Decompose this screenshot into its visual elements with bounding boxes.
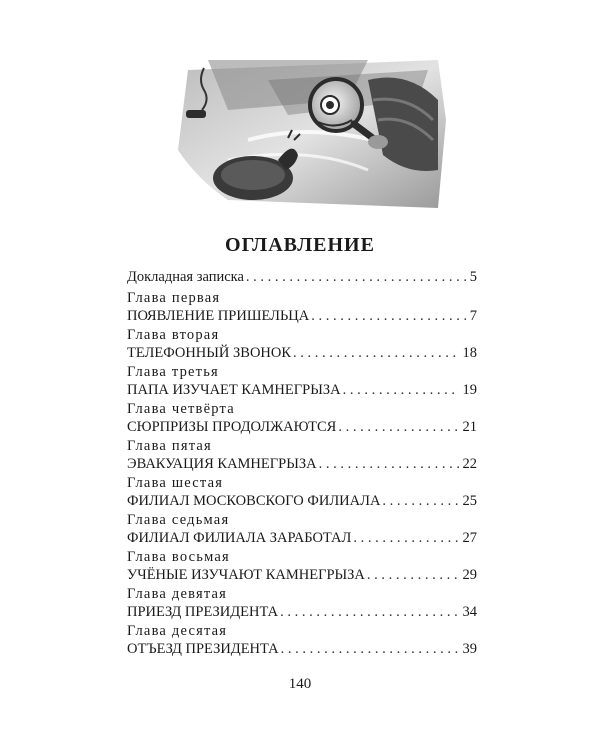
chapter-title: ОТЪЕЗД ПРЕЗИДЕНТА: [127, 641, 279, 657]
page-title: ОГЛАВЛЕНИЕ: [225, 234, 375, 256]
chapter-page: 27: [462, 530, 477, 546]
chapter-label: Глава седьмая: [127, 511, 230, 528]
dot-leader: [311, 307, 466, 326]
chapter-label: Глава пятая: [127, 437, 212, 454]
chapter-title: ФИЛИАЛ МОСКОВСКОГО ФИЛИАЛА: [127, 493, 381, 509]
dot-leader: [280, 603, 458, 622]
dot-leader: [338, 418, 458, 437]
toc-entry-intro[interactable]: [127, 268, 477, 287]
chapter-page: 19: [462, 382, 477, 398]
chapter-page: 34: [462, 604, 477, 620]
page-number: 140: [288, 676, 312, 692]
chapter-page: 22: [462, 456, 477, 472]
dot-leader: [293, 344, 458, 363]
dot-leader: [382, 492, 458, 511]
dot-leader: [246, 268, 466, 287]
illustration-boy-with-magnifier-icon: [168, 60, 446, 208]
toc-entry-page: 5: [469, 269, 477, 285]
toc-entry-chapter-2[interactable]: [127, 326, 477, 363]
chapter-page: 25: [462, 493, 477, 509]
toc-entry-chapter-6[interactable]: [127, 474, 477, 511]
dot-leader: [353, 529, 458, 548]
chapter-page: 7: [469, 308, 477, 324]
chapter-label: Глава девятая: [127, 585, 228, 602]
chapter-page: 21: [462, 419, 477, 435]
dot-leader: [319, 455, 459, 474]
dot-leader: [281, 640, 459, 659]
chapter-label: Глава шестая: [127, 474, 224, 491]
chapter-page: 29: [462, 567, 477, 583]
dot-leader: [367, 566, 459, 585]
chapter-label: Глава вторая: [127, 326, 220, 343]
chapter-label: Глава четвёрта: [127, 400, 235, 417]
dot-leader: [343, 381, 459, 400]
chapter-title: ПОЯВЛЕНИЕ ПРИШЕЛЬЦА: [127, 308, 310, 324]
toc-entry-chapter-5[interactable]: [127, 437, 477, 474]
chapter-label: Глава третья: [127, 363, 219, 380]
toc-entry-chapter-3[interactable]: [127, 363, 477, 400]
toc-entry-title: Докладная записка: [127, 269, 244, 285]
toc-entry-chapter-9[interactable]: [127, 585, 477, 622]
toc-entry-chapter-1[interactable]: [127, 289, 477, 326]
chapter-label: Глава восьмая: [127, 548, 230, 565]
toc-entry-chapter-7[interactable]: [127, 511, 477, 548]
toc-entry-chapter-10[interactable]: [127, 622, 477, 659]
chapter-title: ПРИЕЗД ПРЕЗИДЕНТА: [127, 604, 279, 620]
chapter-label: Глава первая: [127, 289, 221, 306]
chapter-label: Глава десятая: [127, 622, 228, 639]
chapter-page: 39: [462, 641, 477, 657]
table-of-contents: [127, 268, 477, 659]
chapter-title: ТЕЛЕФОННЫЙ ЗВОНОК: [127, 345, 292, 361]
toc-entry-chapter-4[interactable]: [127, 400, 477, 437]
chapter-title: ФИЛИАЛ ФИЛИАЛА ЗАРАБОТАЛ: [127, 530, 352, 546]
toc-entry-chapter-8[interactable]: [127, 548, 477, 585]
chapter-title: СЮРПРИЗЫ ПРОДОЛЖАЮТСЯ: [127, 419, 337, 435]
chapter-title: УЧЁНЫЕ ИЗУЧАЮТ КАМНЕГРЫЗА: [127, 567, 365, 583]
chapter-illustration: [168, 60, 446, 208]
chapter-title: ЭВАКУАЦИЯ КАМНЕГРЫЗА: [127, 456, 317, 472]
chapter-page: 18: [462, 345, 477, 361]
chapter-title: ПАПА ИЗУЧАЕТ КАМНЕГРЫЗА: [127, 382, 341, 398]
